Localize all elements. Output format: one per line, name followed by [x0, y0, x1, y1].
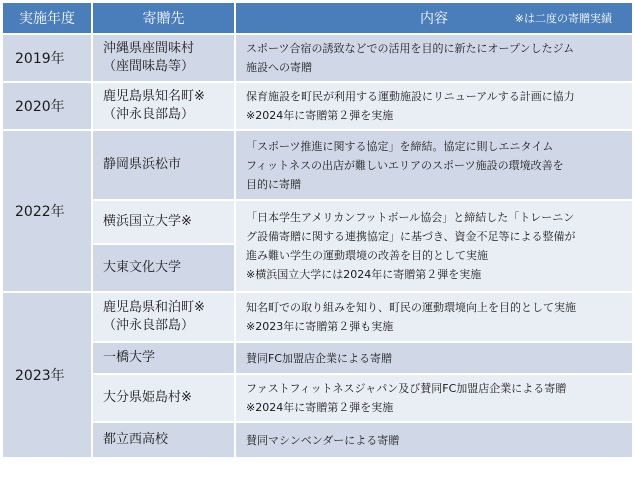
- header-year: 実施年度: [2, 2, 92, 34]
- content-line: 保育施設を町民が利用する運動施設にリニューアルする計画に協力: [246, 90, 575, 103]
- year-cell: 2019年: [2, 34, 92, 82]
- table-row: [2, 342, 633, 374]
- recipient-line: 都立西高校: [103, 432, 169, 447]
- header-content-label: 内容: [420, 11, 448, 27]
- content-line: 知名町での取り組みを知り、町民の運動環境向上を目的として実施: [246, 301, 576, 314]
- recipient-cell: [92, 422, 235, 458]
- table-row: [2, 82, 633, 130]
- recipient-cell: [92, 130, 235, 200]
- content-line: フィットネスの出店が難しいエリアのスポーツ施設の環境改善を: [246, 158, 564, 172]
- content-line: 賛同FC加盟店企業による寄贈: [246, 351, 393, 365]
- header-content: [235, 2, 633, 34]
- recipient-line: 大分県姫島村※: [103, 390, 192, 405]
- content-cell: [235, 342, 633, 374]
- content-cell: [235, 34, 633, 82]
- content-line: スポーツ合宿の誘致などでの活用を目的に新たにオープンしたジム: [246, 42, 575, 55]
- recipient-cell: [92, 342, 235, 374]
- content-cell: [235, 374, 633, 422]
- recipient-cell: [92, 244, 235, 292]
- year-cell: 2020年: [2, 82, 92, 130]
- content-line: ※2023年に寄贈第２弾も実施: [246, 320, 394, 333]
- recipient-cell: [92, 374, 235, 422]
- recipient-line: （沖永良部島）: [103, 107, 195, 122]
- recipient-cell: [92, 292, 235, 342]
- recipient-cell: [92, 200, 235, 244]
- recipient-cell: [92, 82, 235, 130]
- header-recipient: 寄贈先: [92, 2, 235, 34]
- recipient-line: 沖縄県座間味村: [103, 41, 195, 56]
- recipient-line: 大東文化大学: [103, 260, 182, 275]
- table-row: [2, 34, 633, 82]
- table-row: [2, 422, 633, 458]
- content-line: 「スポーツ推進に関する協定」を締結。協定に則しエニタイム: [246, 139, 554, 153]
- recipient-line: 鹿児島県和泊町※: [103, 300, 205, 315]
- recipient-line: 一橋大学: [103, 350, 156, 365]
- donation-table: [1, 1, 634, 459]
- table-row: [2, 374, 633, 422]
- content-cell: [235, 130, 633, 200]
- content-line: ※2024年に寄贈第２弾を実施: [246, 401, 394, 414]
- header-note: ※は二度の寄贈実績: [514, 12, 612, 25]
- content-line: ※2024年に寄贈第２弾を実施: [246, 109, 394, 122]
- content-cell: [235, 200, 633, 292]
- table-row: [2, 130, 633, 200]
- content-line: 「日本学生アメリカンフットボール協会」と締結した「トレーニン: [246, 211, 575, 224]
- content-cell: [235, 292, 633, 342]
- content-line: ファストフィットネスジャパン及び賛同FC加盟店企業による寄贈: [246, 382, 567, 395]
- content-line: 賛同マシンベンダーによる寄贈: [246, 433, 400, 447]
- table-row: [2, 292, 633, 342]
- recipient-line: 静岡県浜松市: [103, 157, 182, 172]
- content-line: 施設への寄贈: [246, 61, 312, 74]
- content-line: 目的に寄贈: [246, 177, 301, 191]
- header-row: [2, 2, 633, 34]
- content-line: グ設備寄贈に関する連携協定」に基づき、資金不足等による整備が: [246, 230, 576, 243]
- recipient-line: 鹿児島県知名町※: [103, 89, 205, 104]
- recipient-line: 横浜国立大学※: [103, 214, 192, 229]
- content-line: 進み難い学生の運動環境の改善を目的として実施: [246, 249, 488, 262]
- year-cell: 2023年: [2, 292, 92, 458]
- recipient-cell: [92, 34, 235, 82]
- content-line: ※横浜国立大学には2024年に寄贈第２弾を実施: [246, 268, 482, 281]
- recipient-line: （座間味島等）: [103, 59, 195, 74]
- content-cell: [235, 82, 633, 130]
- year-cell: 2022年: [2, 130, 92, 292]
- content-cell: [235, 422, 633, 458]
- recipient-line: （沖永良部島）: [103, 318, 195, 333]
- table-row: [2, 200, 633, 244]
